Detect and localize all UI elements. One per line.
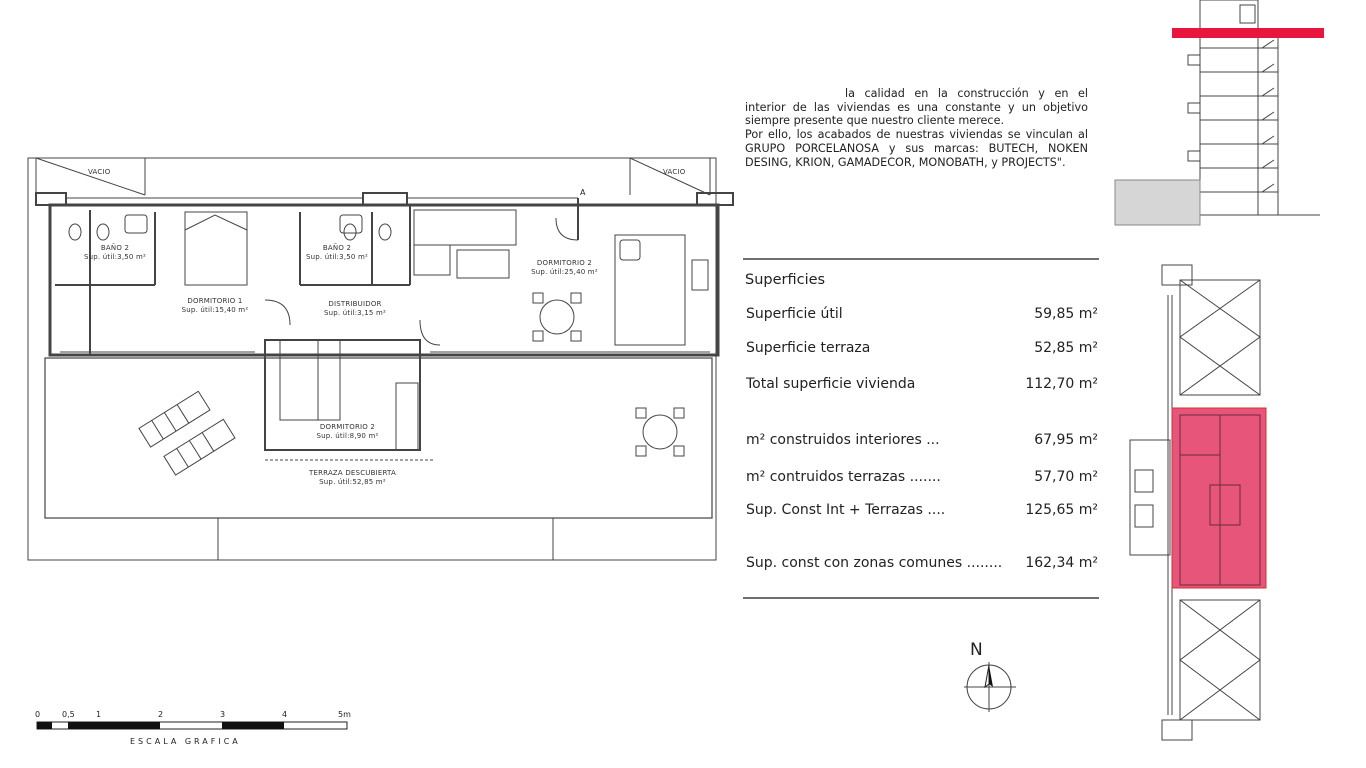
scale-label: 3: [220, 710, 226, 719]
room-area: Sup. útil:3,15 m²: [323, 309, 387, 317]
scale-caption: ESCALA GRAFICA: [130, 737, 241, 746]
room-area: Sup. útil:15,40 m²: [181, 306, 249, 314]
scale-label: 0,5: [62, 710, 75, 719]
room-area: Sup. útil:8,90 m²: [316, 432, 379, 440]
room-area: Sup. útil:3,50 m²: [83, 253, 147, 261]
room-name: DORMITORIO 1: [187, 297, 243, 305]
surface-row: [746, 555, 1098, 571]
surface-row: [746, 469, 1098, 485]
room-area: Sup. útil:3,50 m²: [305, 253, 369, 261]
surface-value: 112,70 m²: [1025, 376, 1098, 392]
room-name: TERRAZA DESCUBIERTA: [309, 469, 396, 477]
description-paragraph-2: Por ello, los acabados de nuestras viviendas se vinculan al GRUPO PORCELANOSA y sus marcas: BUTECH, NOKEN DESING, KRION, GAMADECOR, MONOBATH, y PROJECTS".: [745, 128, 1088, 169]
room-name: DORMITORIO 2: [536, 259, 593, 267]
room-label-hall: [315, 300, 395, 318]
section-marker-a: A: [580, 188, 586, 197]
room-area: Sup. útil:52,85 m²: [319, 478, 386, 486]
room-name: DORMITORIO 2: [319, 423, 376, 431]
surface-row: [746, 432, 1098, 448]
room-label-bedroom-2: [305, 423, 390, 441]
surface-row: [746, 306, 1098, 322]
surface-label: Sup. Const Int + Terrazas ....: [746, 502, 946, 518]
room-label-bedroom-1: [170, 297, 260, 315]
vacio-right-label: VACIO: [663, 168, 686, 176]
surface-label: Superficie útil: [746, 306, 843, 322]
surface-value: 162,34 m²: [1025, 555, 1098, 571]
scale-label: 4: [282, 710, 288, 719]
surface-value: 125,65 m²: [1025, 502, 1098, 518]
surfaces-bottom-rule: [743, 597, 1099, 599]
scale-bar: [35, 718, 355, 732]
surface-row: [746, 502, 1098, 518]
description-text: [745, 87, 1088, 169]
building-elevation: [1110, 0, 1340, 232]
surface-row: [746, 340, 1098, 356]
room-label-living: [522, 259, 607, 277]
surface-label: m² construidos interiores ...: [746, 432, 940, 448]
surface-value: 59,85 m²: [1034, 306, 1098, 322]
room-area: Sup. útil:25,40 m²: [531, 268, 598, 276]
scale-label: 2: [158, 710, 164, 719]
vacio-left-label: VACIO: [88, 168, 111, 176]
scale-label: 1: [96, 710, 102, 719]
surfaces-top-rule: [743, 258, 1099, 260]
room-name: BAÑO 2: [322, 244, 352, 252]
surface-value: 57,70 m²: [1034, 469, 1098, 485]
room-label-bath-2: [302, 244, 372, 262]
surface-value: 52,85 m²: [1034, 340, 1098, 356]
site-plan: [1120, 255, 1280, 755]
room-label-terrace: [300, 469, 405, 487]
surface-label: m² contruidos terrazas .......: [746, 469, 941, 485]
scale-label: 5m: [338, 710, 351, 719]
north-compass: [960, 660, 1020, 712]
room-name: BAÑO 2: [100, 244, 130, 252]
scale-label: 0: [35, 710, 41, 719]
surface-label: Sup. const con zonas comunes ........: [746, 555, 1003, 571]
surfaces-title: Superficies: [745, 272, 826, 288]
surface-label: Total superficie vivienda: [746, 376, 916, 392]
description-paragraph-1: la calidad en la construcción y en el interior de las viviendas es una constante y un objetivo siempre presente que nuestro cliente merece.: [745, 87, 1088, 128]
room-name: DISTRIBUIDOR: [328, 300, 382, 308]
surface-row: [746, 376, 1098, 392]
room-label-bath-1: [80, 244, 150, 262]
surface-label: Superficie terraza: [746, 340, 871, 356]
surface-value: 67,95 m²: [1034, 432, 1098, 448]
compass-north-label: N: [970, 640, 983, 660]
